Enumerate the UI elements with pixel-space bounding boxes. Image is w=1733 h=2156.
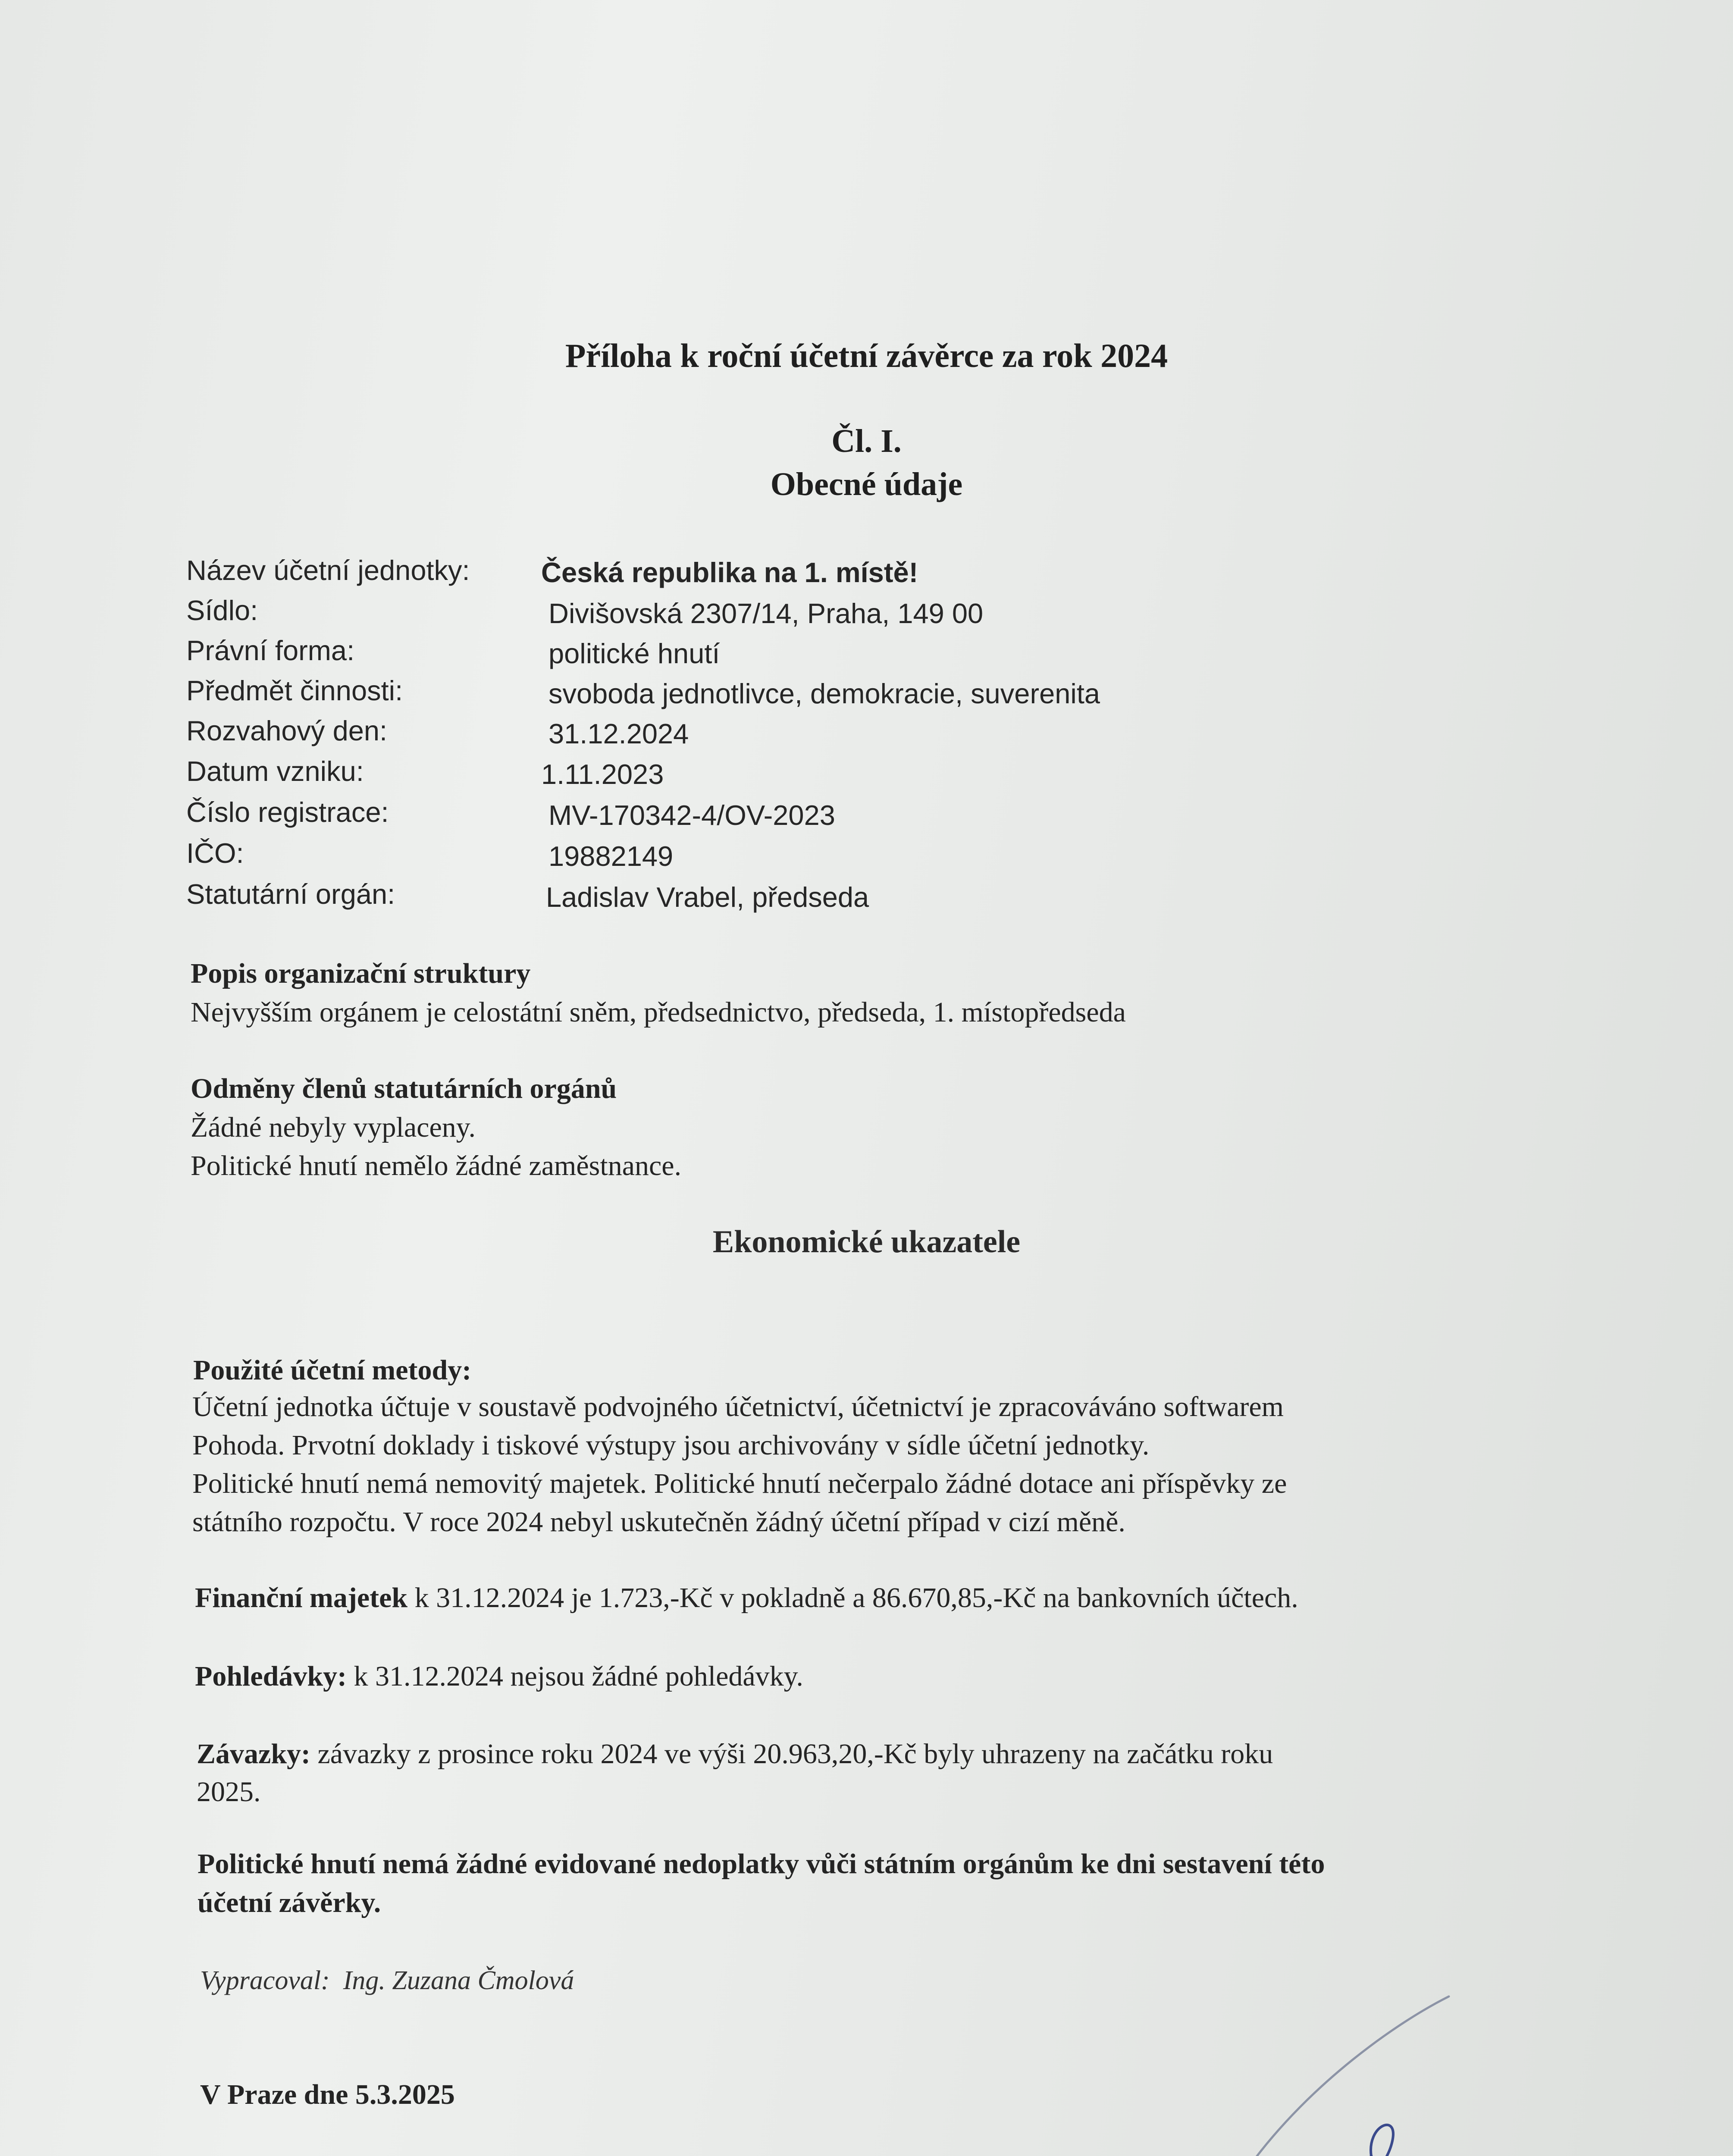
remuneration-line-2: Politické hnutí nemělo žádné zaměstnance. <box>191 1150 682 1181</box>
info-label: Rozvahový den: <box>186 715 388 746</box>
info-label: Předmět činnosti: <box>186 675 403 706</box>
methods-line: Účetní jednotka účtuje v soustavě podvojného účetnictví, účetnictví je zpracováváno softwarem <box>192 1391 1284 1423</box>
info-value-entity-name: Česká republika na 1. místě! <box>541 557 918 588</box>
info-label: IČO: <box>186 837 244 869</box>
financial-assets-paragraph <box>195 1582 1298 1614</box>
info-label: Číslo registrace: <box>186 796 389 828</box>
info-value-seat: Divišovská 2307/14, Praha, 149 00 <box>548 598 984 629</box>
receivables-paragraph <box>195 1660 803 1693</box>
info-value-balance-day: 31.12.2024 <box>548 718 689 749</box>
receivables-label: Pohledávky: <box>195 1661 347 1692</box>
section-general-heading: Obecné údaje <box>770 466 963 502</box>
info-value-founding-date: 1.11.2023 <box>541 758 664 790</box>
financial-assets-text: k 31.12.2024 je 1.723,-Kč v pokladně a 86.670,85,-Kč na bankovních účtech. <box>407 1582 1298 1614</box>
org-structure-text: Nejvyšším orgánem je celostátní sněm, předsednictvo, předseda, 1. místopředseda <box>191 997 1126 1028</box>
economic-heading: Ekonomické ukazatele <box>712 1224 1021 1260</box>
liabilities-label: Závazky: <box>197 1738 310 1770</box>
remuneration-heading: Odměny členů statutárních orgánů <box>191 1073 617 1104</box>
info-value-legal-form: politické hnutí <box>548 638 720 669</box>
prepared-name: Ing. Zuzana Čmolová <box>343 1966 574 1995</box>
arrears-line-1: Politické hnutí nemá žádné evidované nedoplatky vůči státním orgánům ke dni sestavení této <box>197 1848 1325 1880</box>
methods-line: státního rozpočtu. V roce 2024 nebyl uskutečněn žádný účetní případ v cizí měně. <box>192 1506 1125 1538</box>
info-label: Právní forma: <box>186 635 355 666</box>
info-value-ico: 19882149 <box>548 840 674 872</box>
info-value-activity: svoboda jednotlivce, demokracie, suverenita <box>548 678 1100 709</box>
methods-line: Politické hnutí nemá nemovitý majetek. Politické hnutí nečerpalo žádné dotace ani příspěvky ze <box>192 1468 1287 1499</box>
prepared-label: Vypracoval: <box>200 1966 330 1995</box>
receivables-text: k 31.12.2024 nejsou žádné pohledávky. <box>347 1661 803 1692</box>
document-title: Příloha k roční účetní závěrce za rok 2024 <box>565 337 1168 374</box>
liabilities-text-continued: 2025. <box>197 1776 261 1808</box>
prepared-by <box>200 1965 574 1996</box>
info-label: Sídlo: <box>186 595 258 626</box>
arrears-line-2: účetní závěrky. <box>197 1887 381 1918</box>
remuneration-line-1: Žádné nebyly vyplaceny. <box>191 1112 476 1143</box>
liabilities-paragraph <box>197 1738 1273 1771</box>
info-label: Datum vzniku: <box>186 755 364 787</box>
place-date: V Praze dne 5.3.2025 <box>200 2079 455 2110</box>
info-label: Statutární orgán: <box>186 878 395 910</box>
handwritten-signature <box>1069 1984 1483 2156</box>
info-label: Název účetní jednotky: <box>186 555 470 586</box>
financial-assets-label: Finanční majetek <box>195 1582 408 1614</box>
liabilities-text: závazky z prosince roku 2024 ve výši 20.963,20,-Kč byly uhrazeny na začátku roku <box>310 1738 1273 1770</box>
methods-line: Pohoda. Prvotní doklady i tiskové výstupy jsou archivovány v sídle účetní jednotky. <box>192 1429 1150 1461</box>
info-value-statutory: Ladislav Vrabel, předseda <box>546 881 869 913</box>
info-value-registration: MV-170342-4/OV-2023 <box>548 799 835 831</box>
org-structure-heading: Popis organizační struktury <box>191 958 531 989</box>
methods-heading: Použité účetní metody: <box>193 1354 472 1386</box>
article-number: Čl. I. <box>831 423 902 459</box>
